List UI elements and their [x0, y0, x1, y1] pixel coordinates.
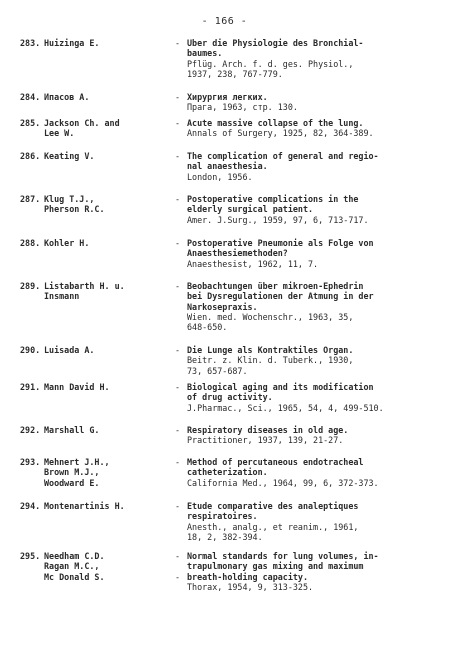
entry-title-line: Acute massive collapse of the lung.: [187, 118, 364, 128]
entry-dashes: [175, 345, 185, 376]
entry-title-line: Хирургия легких.: [187, 92, 268, 102]
entry-dash: -: [175, 238, 181, 248]
entry-dash: [175, 366, 185, 376]
entry-dash: [175, 204, 185, 214]
entry-title-line: The complication of general and regio-: [187, 151, 379, 161]
entry-dashes: [175, 118, 185, 139]
entry-dash: [175, 291, 185, 301]
entry-dash: [175, 172, 185, 182]
entry-title-line: Method of percutaneous endotracheal: [187, 457, 364, 467]
entry-title-line: baumes.: [187, 48, 223, 59]
entry-reference: [187, 238, 435, 269]
entry-source-line: 18, 2, 382-394.: [187, 531, 263, 542]
entry-dash: [175, 561, 185, 571]
entry-source-line: J.Pharmac., Sci., 1965, 54, 4, 499-510.: [187, 402, 384, 413]
entry-dash: [175, 522, 185, 532]
entry-authors: Listabarth H. u. Insmann: [44, 281, 125, 302]
entry-dashes: [175, 281, 185, 332]
entry-dash: [175, 322, 185, 332]
entry-title-line: bei Dysregulationen der Atmung in der: [187, 291, 374, 302]
entry-authors: Jackson Ch. and Lee W.: [44, 118, 120, 139]
entry-dash: -: [175, 118, 181, 128]
entry-dash: -: [175, 501, 181, 511]
entry-dashes: [175, 38, 185, 79]
entry-title-line: Anaesthesiemethoden?: [187, 248, 288, 259]
entry-authors: Klug T.J., Pherson R.C.: [44, 194, 105, 215]
entry-authors: Luisada A.: [44, 345, 95, 355]
entry-source-line: Beitr. z. Klin. d. Tuberk., 1930,: [187, 355, 354, 366]
entry-source-line: Прага, 1963, стр. 130.: [187, 102, 298, 113]
entry-number: 291.: [20, 382, 41, 392]
entry-reference: [187, 92, 435, 113]
entry-dash: [175, 312, 185, 322]
entry-reference: [187, 118, 435, 139]
entry-dash: [175, 128, 185, 138]
entry-authors: Kohler H.: [44, 238, 90, 248]
entry-title-line: nal anaesthesia.: [187, 161, 268, 172]
entry-source-line: Wien. med. Wochenschr., 1963, 35,: [187, 311, 354, 322]
entry-source-line: Amer. J.Surg., 1959, 97, 6, 713-717.: [187, 214, 369, 225]
entry-authors: Huizinga E.: [44, 38, 100, 48]
entry-dashes: [175, 382, 185, 413]
entry-source-line: Annals of Surgery, 1925, 82, 364-389.: [187, 128, 374, 139]
entry-dash: [175, 511, 185, 521]
page-number: - 166 -: [201, 16, 248, 27]
entry-dash: [175, 161, 185, 171]
entry-source-line: California Med., 1964, 99, 6, 372-373.: [187, 477, 379, 488]
entry-title-line: Uber die Physiologie des Bronchial-: [187, 38, 364, 48]
entry-title-line: Respiratory diseases in old age.: [187, 425, 349, 435]
entry-authors: Keating V.: [44, 151, 95, 161]
entry-title-line: Narkosepraxis.: [187, 301, 258, 312]
entry-title-line: trapulmonary gas mixing and maximum: [187, 561, 364, 572]
entry-dash: [175, 59, 185, 69]
entry-reference: [187, 281, 435, 332]
entry-number: 287.: [20, 194, 41, 204]
entry-title-line: of drug activity.: [187, 392, 273, 403]
entry-reference: [187, 551, 435, 592]
entry-dash: -: [175, 551, 181, 561]
entry-source-line: Practitioner, 1937, 139, 21-27.: [187, 435, 344, 446]
entry-dash: -: [175, 194, 181, 204]
entry-title-line: Normal standards for lung volumes, in-: [187, 551, 379, 561]
entry-dash: [175, 248, 185, 258]
entry-title-line: catheterization.: [187, 467, 268, 478]
entry-dash: [175, 392, 185, 402]
entry-dash: -: [175, 151, 181, 161]
entry-reference: [187, 151, 435, 182]
entry-dash: -: [175, 571, 181, 582]
entry-dash: [175, 355, 185, 365]
entry-dash: [175, 215, 185, 225]
entry-dashes: [175, 238, 185, 269]
entry-number: 285.: [20, 118, 41, 128]
entry-dash: [175, 403, 185, 413]
entry-source-line: 73, 657-687.: [187, 365, 248, 376]
entry-dash: -: [175, 457, 181, 467]
entry-number: 295.: [20, 551, 41, 561]
entry-number: 283.: [20, 38, 41, 48]
entry-source-line: Anesth., analg., et reanim., 1961,: [187, 521, 359, 532]
entry-reference: [187, 501, 435, 542]
entry-number: 289.: [20, 281, 41, 291]
entry-title-line: Postoperative complications in the: [187, 194, 359, 204]
entry-dashes: [175, 425, 185, 446]
entry-dash: -: [175, 345, 181, 355]
entry-title-line: Etude comparative des analeptiques: [187, 501, 359, 511]
entry-title-line: breath-holding capacity.: [187, 571, 309, 582]
entry-authors: Mehnert J.H., Brown M.J., Woodward E.: [44, 457, 110, 488]
entry-dash: -: [175, 38, 181, 48]
entry-number: 286.: [20, 151, 41, 161]
entry-authors: Needham C.D. Ragan M.C., Mc Donald S.: [44, 551, 105, 582]
entry-reference: [187, 457, 435, 488]
entry-dashes: [175, 194, 185, 225]
entry-title-line: Postoperative Pneumonie als Folge von: [187, 238, 374, 248]
entry-dashes: [175, 551, 185, 592]
entry-dashes: [175, 92, 185, 113]
entry-number: 290.: [20, 345, 41, 355]
entry-dash: [175, 435, 185, 445]
entry-title-line: respiratoires.: [187, 511, 258, 522]
entry-title-line: Beobachtungen über mikroen-Ephedrin: [187, 281, 364, 291]
entry-authors: Montenartinis H.: [44, 501, 125, 511]
entry-source-line: 1937, 238, 767-779.: [187, 68, 283, 79]
entry-dash: -: [175, 425, 181, 435]
entry-number: 288.: [20, 238, 41, 248]
entry-authors: Marshall G.: [44, 425, 100, 435]
entry-number: 293.: [20, 457, 41, 467]
entry-dashes: [175, 457, 185, 488]
entry-dash: -: [175, 92, 181, 102]
entry-dash: [175, 532, 185, 542]
entry-source-line: Anaesthesist, 1962, 11, 7.: [187, 258, 319, 269]
entry-number: 292.: [20, 425, 41, 435]
entry-source-line: London, 1956.: [187, 171, 253, 182]
entry-reference: [187, 38, 435, 79]
entry-source-line: 648-650.: [187, 322, 228, 333]
entry-dash: [175, 69, 185, 79]
entry-dash: -: [175, 281, 181, 291]
entry-dash: [175, 302, 185, 312]
entry-dash: [175, 48, 185, 58]
entry-reference: [187, 382, 435, 413]
entry-dashes: [175, 501, 185, 542]
entry-title-line: Die Lunge als Kontraktiles Organ.: [187, 345, 354, 355]
entry-source-line: Pflüg. Arch. f. d. ges. Physiol.,: [187, 58, 354, 69]
entry-dashes: [175, 151, 185, 182]
entry-dash: [175, 478, 185, 488]
entry-authors: Ипаcов А.: [44, 92, 90, 102]
entry-title-line: Biological aging and its modification: [187, 382, 374, 392]
entry-reference: [187, 425, 435, 446]
entry-reference: [187, 345, 435, 376]
entry-dash: [175, 259, 185, 269]
entry-title-line: elderly surgical patient.: [187, 204, 314, 215]
entry-dash: -: [175, 382, 181, 392]
entry-reference: [187, 194, 435, 225]
entry-dash: [175, 467, 185, 477]
entry-number: 284.: [20, 92, 41, 102]
entry-dash: [175, 582, 185, 592]
entry-dash: [175, 102, 185, 112]
entry-source-line: Thorax, 1954, 9, 313-325.: [187, 581, 314, 592]
entry-authors: Mann David H.: [44, 382, 110, 392]
entry-number: 294.: [20, 501, 41, 511]
